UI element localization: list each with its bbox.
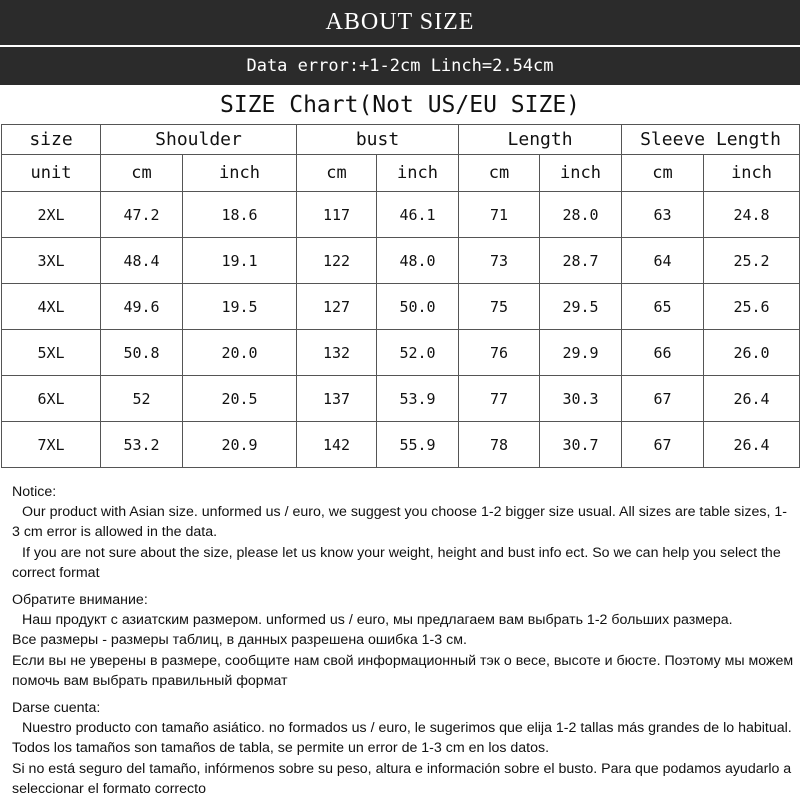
table-cell: 48.0 [377, 238, 459, 284]
table-cell: 20.9 [183, 422, 297, 468]
unit-cell: unit [2, 155, 101, 192]
table-cell: 117 [297, 192, 377, 238]
notice-text-en-1: Our product with Asian size. unformed us / euro, we suggest you choose 1-2 bigger size usual. All sizes are table sizes, 1-3 cm error is allowed in the data. [12, 504, 787, 541]
size-label-cell: 7XL [2, 422, 101, 468]
notice-text-ru-2: Все размеры - размеры таблиц, в данных разрешена ошибка 1-3 см. [12, 632, 467, 649]
unit-cell: cm [622, 155, 704, 192]
notice-heading-es: Darse cuenta: [12, 700, 101, 717]
notice-heading-en: Notice: [12, 484, 57, 500]
notice-heading-ru: Обратите внимание: [12, 592, 148, 609]
table-row [2, 284, 800, 330]
table-row [2, 330, 800, 376]
unit-cell: cm [459, 155, 540, 192]
size-label-cell: 4XL [2, 284, 101, 330]
table-cell: 19.5 [183, 284, 297, 330]
size-notes [12, 482, 794, 799]
size-label-cell: 6XL [2, 376, 101, 422]
notice-text-es-1: Nuestro producto con tamaño asiático. no formados us / euro, le sugerimos que elija 1-2 tallas más grandes de lo habitual. Todos los tamaños son tamaños de tabla, se permite un error de 1-3 cm en los datos. [12, 720, 792, 757]
table-cell: 122 [297, 238, 377, 284]
size-table [1, 124, 800, 468]
table-cell: 66 [622, 330, 704, 376]
table-cell: 76 [459, 330, 540, 376]
size-label-cell: 2XL [2, 192, 101, 238]
table-cell: 26.4 [704, 422, 800, 468]
size-label-cell: 3XL [2, 238, 101, 284]
table-row [2, 376, 800, 422]
table-cell: 20.0 [183, 330, 297, 376]
table-cell: 30.3 [540, 376, 622, 422]
table-cell: 67 [622, 422, 704, 468]
table-cell: 19.1 [183, 238, 297, 284]
data-error-banner [0, 47, 800, 85]
about-size-title: ABOUT SIZE [325, 9, 475, 35]
table-cell: 50.0 [377, 284, 459, 330]
notice-text-en-2: If you are not sure about the size, please let us know your weight, height and bust info ect. So we can help you select the correct format [12, 544, 781, 581]
table-cell: 24.8 [704, 192, 800, 238]
table-row [2, 192, 800, 238]
table-cell: 25.6 [704, 284, 800, 330]
table-row [2, 238, 800, 284]
table-cell: 48.4 [101, 238, 183, 284]
table-cell: 26.4 [704, 376, 800, 422]
header-cell-shoulder: Shoulder [101, 125, 297, 155]
table-cell: 127 [297, 284, 377, 330]
unit-cell: inch [183, 155, 297, 192]
table-cell: 53.9 [377, 376, 459, 422]
table-cell: 46.1 [377, 192, 459, 238]
size-chart-title: SIZE Chart(Not US/EU SIZE) [219, 92, 581, 118]
unit-cell: cm [297, 155, 377, 192]
table-cell: 55.9 [377, 422, 459, 468]
table-cell: 53.2 [101, 422, 183, 468]
table-cell: 29.5 [540, 284, 622, 330]
table-cell: 71 [459, 192, 540, 238]
table-unit-row [2, 155, 800, 192]
about-size-header [0, 0, 800, 45]
table-cell: 132 [297, 330, 377, 376]
table-cell: 29.9 [540, 330, 622, 376]
table-cell: 64 [622, 238, 704, 284]
table-cell: 25.2 [704, 238, 800, 284]
table-cell: 73 [459, 238, 540, 284]
unit-cell: inch [540, 155, 622, 192]
unit-cell: inch [377, 155, 459, 192]
data-error-text: Data error:+1-2cm Linch=2.54cm [246, 56, 554, 76]
table-cell: 63 [622, 192, 704, 238]
table-cell: 65 [622, 284, 704, 330]
table-cell: 28.7 [540, 238, 622, 284]
notice-text-es-2: Si no está seguro del tamaño, infórmenos sobre su peso, altura e información sobre el busto. Para que podamos ayudarlo a seleccionar el formato correcto [12, 760, 792, 797]
table-cell: 18.6 [183, 192, 297, 238]
table-cell: 67 [622, 376, 704, 422]
table-cell: 20.5 [183, 376, 297, 422]
table-cell: 52.0 [377, 330, 459, 376]
table-cell: 142 [297, 422, 377, 468]
size-label-cell: 5XL [2, 330, 101, 376]
header-cell-bust: bust [297, 125, 459, 155]
notice-text-ru-1: Наш продукт с азиатским размером. unformed us / euro, мы предлагаем вам выбрать 1-2 больших размера. [22, 612, 733, 629]
table-cell: 52 [101, 376, 183, 422]
unit-cell: inch [704, 155, 800, 192]
table-cell: 50.8 [101, 330, 183, 376]
table-cell: 26.0 [704, 330, 800, 376]
table-cell: 137 [297, 376, 377, 422]
table-cell: 28.0 [540, 192, 622, 238]
table-cell: 49.6 [101, 284, 183, 330]
header-cell-size: size [2, 125, 101, 155]
table-row [2, 422, 800, 468]
table-cell: 77 [459, 376, 540, 422]
table-cell: 75 [459, 284, 540, 330]
unit-cell: cm [101, 155, 183, 192]
table-header-row [2, 125, 800, 155]
header-cell-length: Length [459, 125, 622, 155]
table-cell: 78 [459, 422, 540, 468]
notice-text-ru-3: Если вы не уверены в размере, сообщите нам свой информационный тэк о весе, высоте и бюсте. Поэтому мы можем помочь вам выбрать правильный формат [12, 652, 794, 689]
table-cell: 30.7 [540, 422, 622, 468]
table-cell: 47.2 [101, 192, 183, 238]
header-cell-sleeve-length: Sleeve Length [622, 125, 800, 155]
